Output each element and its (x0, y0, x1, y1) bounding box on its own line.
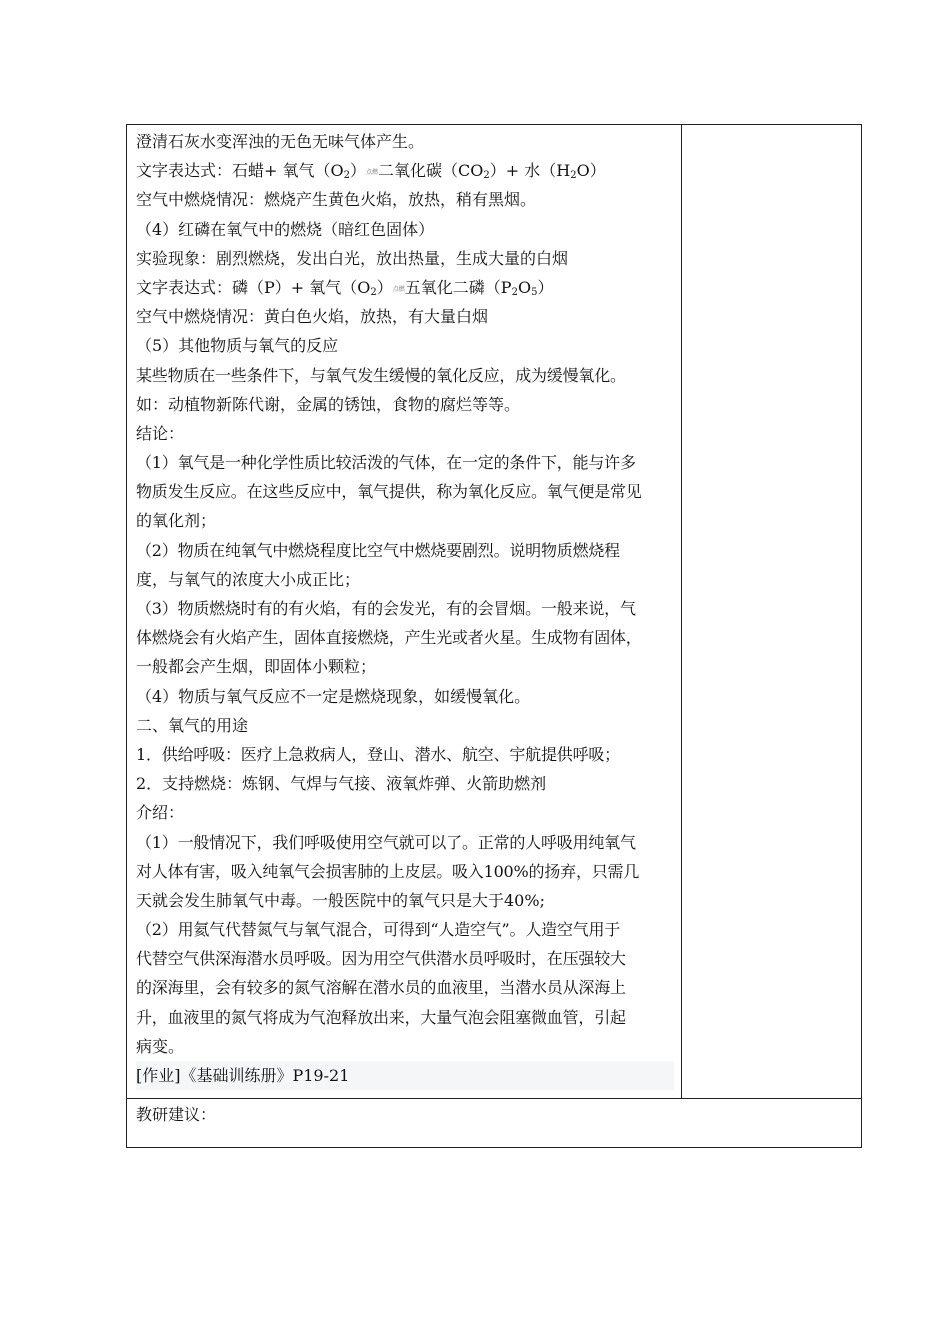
text-line: （4）红磷在氧气中的燃烧（暗红色固体） (136, 219, 435, 239)
column-divider (681, 125, 682, 1098)
text-line: （5）其他物质与氧气的反应 (136, 336, 339, 356)
text-line: 对人体有害，吸入纯氧气会损害肺的上皮层。吸入100%的扬弃，只需几 (136, 861, 640, 881)
subscript: 2 (370, 286, 377, 298)
subscript: 2 (570, 170, 577, 182)
text-line: 度，与氧气的浓度大小成正比； (136, 569, 361, 589)
suggestion-label: 教研建议： (136, 1105, 217, 1124)
text-line: 病变。 (136, 1036, 185, 1056)
text-line: 2．支持燃烧：炼钢、气焊与气接、液氧炸弹、火箭助燃剂 (136, 774, 547, 794)
equation-text: 二氧化碳（CO (378, 161, 484, 181)
reaction-condition: 点燃 (366, 169, 379, 177)
subscript: 2 (343, 170, 350, 182)
text-line: 如：动植物新陈代谢，金属的锈蚀，食物的腐烂等等。 (136, 394, 521, 414)
equation-text: O） (576, 161, 606, 181)
text-line: （1）氧气是一种化学性质比较活泼的气体，在一定的条件下，能与许多 (136, 453, 636, 473)
equation-text: ） (537, 277, 554, 297)
text-line: （4）物质与氧气反应不一定是燃烧现象，如缓慢氧化。 (136, 686, 531, 706)
equation-phosphorus-prefix: 文字表达式：磷（P）+ 氧气（O (136, 277, 371, 297)
text-line: 体燃烧会有火焰产生，固体直接燃烧，产生光或者火星。生成物有固体， (136, 628, 642, 648)
row-divider (127, 1098, 861, 1099)
section-heading: 二、氧气的用途 (136, 715, 249, 735)
text-line: （1）一般情况下，我们呼吸使用空气就可以了。正常的人呼吸用纯氧气 (136, 832, 636, 852)
equation-phosphorus (136, 273, 674, 302)
equation-text: 五氧化二磷（P (404, 277, 512, 297)
equation-text: ）+ 水（H (489, 161, 571, 181)
equation-text: ） (350, 161, 367, 181)
text-line: 代替空气供深海潜水员呼吸。因为用空气供潜水员呼吸时，在压强较大 (136, 949, 626, 969)
text-line: 澄清石灰水变浑浊的无色无味气体产生。 (136, 132, 425, 151)
text-line: 实验现象：剧烈燃烧，发出白光，放出热量，生成大量的白烟 (136, 248, 569, 268)
lesson-table (126, 124, 862, 1148)
text-line: 升，血液里的氮气将成为气泡释放出来，大量气泡会阻塞微血管，引起 (136, 1007, 626, 1027)
text-line: 某些物质在一些条件下，与氧气发生缓慢的氧化反应，成为缓慢氧化。 (136, 365, 626, 385)
text-line: 的深海里，会有较多的氮气溶解在潜水员的血液里，当潜水员从深海上 (136, 978, 626, 998)
text-line: 物质发生反应。在这些反应中，氧气提供，称为氧化反应。氧气便是常见 (136, 482, 642, 502)
lesson-content (136, 127, 674, 1090)
text-line: （2）物质在纯氧气中燃烧程度比空气中燃烧要剧烈。说明物质燃烧程 (136, 540, 620, 560)
text-line: （3）物质燃烧时有的有火焰，有的会发光，有的会冒烟。一般来说，气 (136, 599, 636, 618)
subscript: 2 (511, 286, 518, 298)
text-line: 的氧化剂； (136, 511, 217, 531)
text-line: 天就会发生肺氧气中毒。一般医院中的氧气只是大于40%; (136, 890, 545, 910)
text-line: （2）用氦气代替氮气与氧气混合，可得到“人造空气”。人造空气用于 (136, 920, 621, 940)
subscript: 5 (531, 286, 538, 298)
equation-text: ） (376, 277, 393, 297)
text-line: 一般都会产生烟，即固体小颗粒； (136, 657, 377, 677)
text-line: 结论： (136, 423, 185, 443)
subscript: 2 (483, 170, 490, 182)
text-line: 介绍： (136, 803, 185, 823)
reaction-condition: 点燃 (392, 285, 405, 293)
homework-line: [作业]《基础训练册》P19-21 (136, 1061, 674, 1090)
equation-wax-prefix: 文字表达式：石蜡+ 氧气（O (136, 161, 344, 181)
text-line: 空气中燃烧情况：燃烧产生黄色火焰，放热，稍有黑烟。 (136, 190, 537, 210)
equation-wax (136, 156, 674, 185)
equation-text: O (517, 277, 532, 297)
text-line: 1．供给呼吸：医疗上急救病人，登山、潜水、航空、宇航提供呼吸； (136, 744, 620, 764)
text-line: 空气中燃烧情况：黄白色火焰，放热，有大量白烟 (136, 307, 489, 327)
